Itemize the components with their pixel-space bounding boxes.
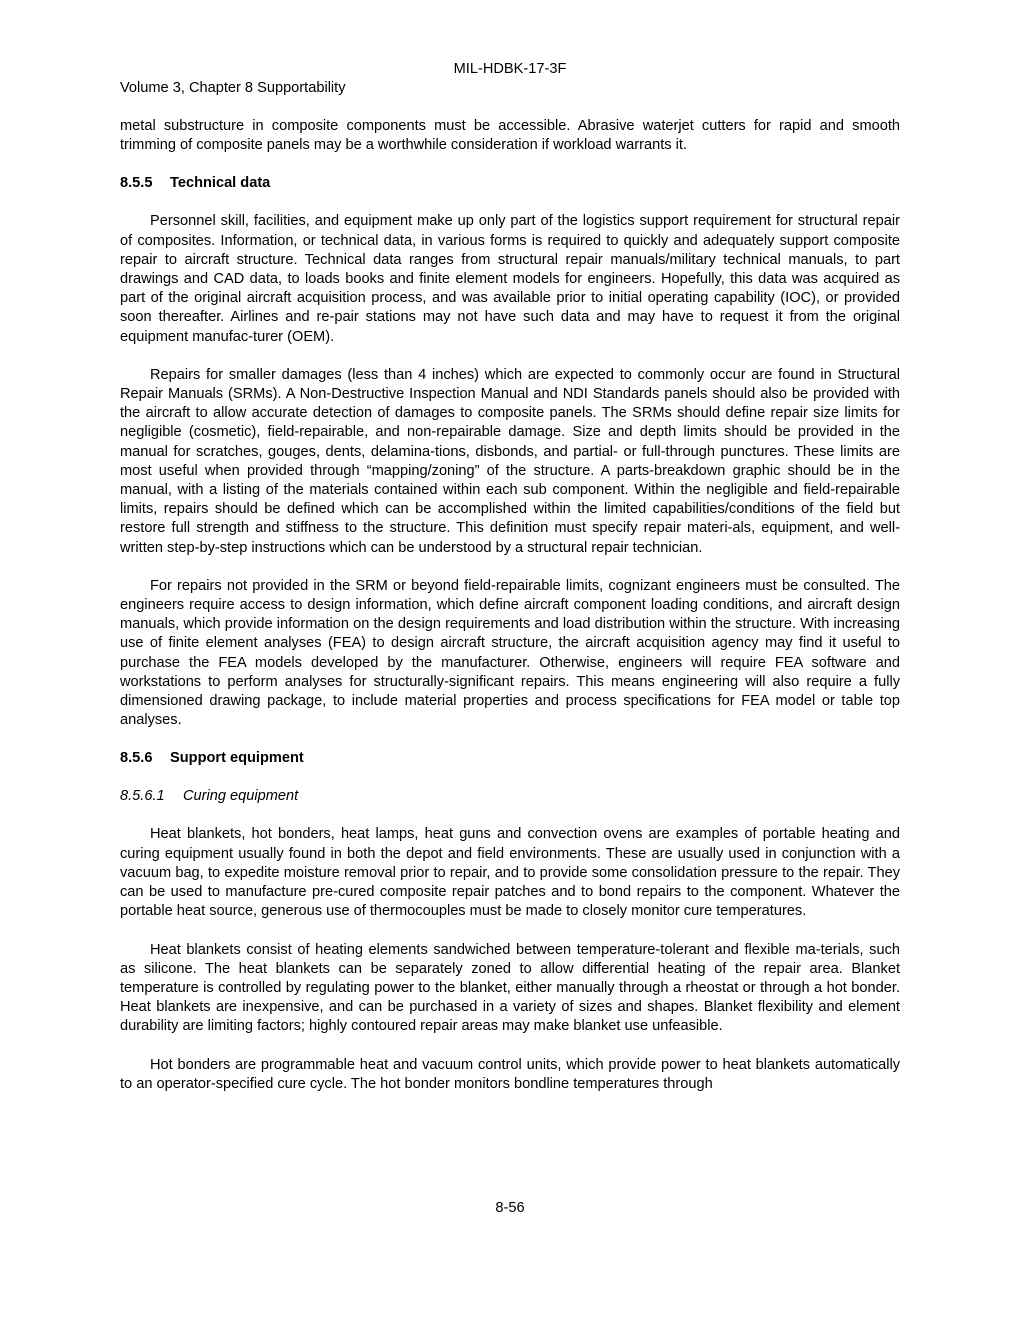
paragraph: Heat blankets, hot bonders, heat lamps, heat guns and convection ovens are examples of portable heating and curing equipment usually found in both the depot and field environments. These are usually used in conjunction with a vacuum bag, to expedite moisture removal prior to repair, and to provide some consolidation pressure to the repair. They can be used to manufacture pre-cured composite repair patches and to bond repairs to the component. Whatever the portable heat source, generous use of thermocouples must be made to closely monitor cure temperatures. (120, 826, 900, 920)
paragraph: For repairs not provided in the SRM or beyond field-repairable limits, cognizant engineers must be consulted. The engineers require access to design information, which define aircraft component loading conditions, and aircraft design manuals, which provide information on the design requirements and load distribution within the structure. With increasing use of finite element analyses (FEA) to design aircraft structure, the aircraft acquisition agency may find it useful to purchase the FEA models developed by the manufacturer. Otherwise, engineers will require FEA software and workstations to perform analyses for structurally-significant repairs. This means engineering will also require a fully dimensioned drawing package, to include material properties and process specifications for FEA model or table top analyses. (120, 577, 900, 729)
document-page (120, 60, 900, 1113)
paragraph: Heat blankets consist of heating elements sandwiched between temperature-tolerant and flexible ma-terials, such as silicone. The heat blankets can be separately zoned to allow differential heating of the repair area. Blanket temperature is controlled by regulating power to the blanket, either manually through a rheostat or through a hot bonder. Heat blankets are inexpensive, and can be purchased in a variety of sizes and shapes. Blanket flexibility and element durability are limiting factors; highly contoured repair areas may make blanket use unfeasible. (120, 941, 900, 1035)
section-title: Support equipment (170, 750, 304, 767)
paragraph: Personnel skill, facilities, and equipment make up only part of the logistics support requirement for structural repair of composites. Information, or technical data, in various forms is required to quickly and adequately support composite repair to aircraft structure. Technical data ranges from structural repair manuals/military technical manuals, to part drawings and CAD data, to loads books and finite element models for engineers. Hopefully, this data was acquired as part of the original aircraft acquisition process, and was available prior to initial operating capability (IOC), or provided soon thereafter. Airlines and re-pair stations may not have such data and may have to request it from the original equipment manufac-turer (OEM). (120, 213, 900, 345)
paragraph: Hot bonders are programmable heat and vacuum control units, which provide power to heat blankets automatically to an operator-specified cure cycle. The hot bonder monitors bondline temperatures through (120, 1056, 900, 1092)
paragraph: Repairs for smaller damages (less than 4 inches) which are expected to commonly occur are found in Structural Repair Manuals (SRMs). A Non-Destructive Inspection Manual and NDI Standards panels should also be provided with the aircraft to allow accurate detection of damages to composite panels. The SRMs should define repair size limits for negligible (cosmetic), field-repairable, and non-repairable damage. Size and depth limits should be provided in the manual for scratches, gouges, dents, delamina-tions, disbonds, and partial- or full-through punctures. These limits are most useful when provided through “mapping/zoning” of the structure. A parts-breakdown graphic should be in the manual, with a listing of the materials contained within each sub component. Within the negligible and field-repairable limits, repairs should be defined which can be accomplished within the limited capabilities/conditions of the field but restore full strength and stiffness to the structure. This definition must specify repair materi-als, equipment, and well-written step-by-step instructions which can be understood by a structural repair technician. (120, 366, 900, 556)
section-number: 8.5.6 (120, 750, 153, 767)
intro-continuation-paragraph: metal substructure in composite components must be accessible. Abrasive waterjet cutters for rapid and smooth trimming of composite panels may be a worthwhile consideration if workload warrants it. (120, 118, 900, 154)
subsection-number: 8.5.6.1 (120, 788, 165, 805)
section-heading-8-5-5 (120, 174, 900, 193)
subsection-title: Curing equipment (183, 788, 299, 805)
running-head: Volume 3, Chapter 8 Supportability (120, 80, 346, 96)
section-title: Technical data (170, 175, 271, 192)
section-number: 8.5.5 (120, 175, 153, 192)
subsection-heading-8-5-6-1 (120, 787, 900, 806)
document-id: MIL-HDBK-17-3F (453, 61, 567, 77)
page-number: 8-56 (495, 1200, 525, 1216)
section-heading-8-5-6 (120, 749, 900, 768)
